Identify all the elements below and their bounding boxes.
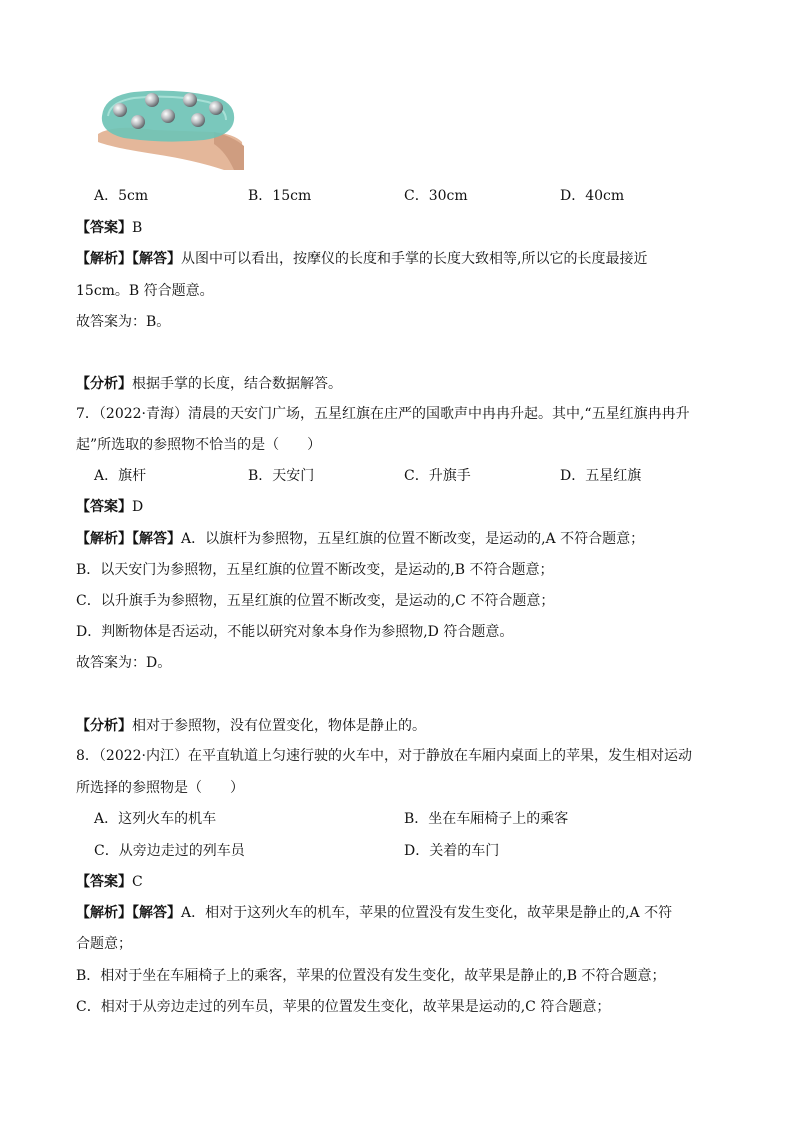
option-text: 旗杆 xyxy=(118,468,147,484)
option-letter: D． xyxy=(560,188,586,204)
q8-explanation-line3: B．相对于坐在车厢椅子上的乘客，苹果的位置没有发生变化，故苹果是静止的,B 不符合题意； xyxy=(76,968,666,984)
option-text: 30cm xyxy=(428,188,468,204)
q8-stem-line1: 8．（2022·内江）在平直轨道上匀速行驶的火车中，对于静放在车厢内桌面上的苹果，发生相对运动 xyxy=(76,748,692,764)
explain-text: A．相对于这列火车的机车，苹果的位置没有发生变化，故苹果是静止的,A 不符 xyxy=(181,905,673,921)
option-letter: A． xyxy=(94,811,119,827)
solution-tag: 【解答】 xyxy=(132,531,181,547)
option-text: 五星红旗 xyxy=(585,468,642,484)
answer-tag: 【答案】 xyxy=(76,874,132,890)
option-letter: D． xyxy=(404,843,430,859)
analysis-tag: 【解析】 xyxy=(76,905,132,921)
q6-explanation-line2: 15cm。B 符合题意。 xyxy=(76,283,214,299)
q8-option-a xyxy=(94,809,216,829)
option-text: 15cm xyxy=(272,188,312,204)
q7-fenxi xyxy=(76,716,426,736)
q6-fenxi xyxy=(76,374,342,394)
option-text: 从旁边走过的列车员 xyxy=(118,843,245,859)
option-letter: B． xyxy=(404,811,429,827)
q7-option-b xyxy=(248,466,314,486)
q8-option-b xyxy=(404,809,568,829)
q8-option-d xyxy=(404,841,499,861)
option-text: 40cm xyxy=(585,188,625,204)
q7-explanation-line1 xyxy=(76,529,644,549)
q7-conclusion: 故答案为：D。 xyxy=(76,655,172,671)
fenxi-text: 根据手掌的长度，结合数据解答。 xyxy=(132,376,342,392)
massager-hand-illustration xyxy=(94,86,244,170)
solution-tag: 【解答】 xyxy=(132,905,181,921)
q7-option-c xyxy=(404,466,471,486)
answer-value: C xyxy=(132,874,143,890)
q7-stem-line1: 7．（2022·青海）清晨的天安门广场，五星红旗在庄严的国歌声中冉冉升起。其中,“五星红旗冉冉升 xyxy=(76,406,690,422)
q8-answer xyxy=(76,872,143,892)
q6-option-c xyxy=(404,186,468,206)
answer-tag: 【答案】 xyxy=(76,499,132,515)
answer-tag: 【答案】 xyxy=(76,220,132,236)
analysis-tag: 【解析】 xyxy=(76,251,132,267)
q6-option-b xyxy=(248,186,311,206)
q7-option-d xyxy=(560,466,641,486)
q8-stem-line2: 所选择的参照物是（ ） xyxy=(76,780,244,796)
q6-option-a xyxy=(94,186,148,206)
q8-explanation-line2: 合题意； xyxy=(76,936,132,952)
answer-value: B xyxy=(132,220,143,236)
option-letter: C． xyxy=(404,188,429,204)
analysis-tag: 【解析】 xyxy=(76,531,132,547)
q8-explanation-line1 xyxy=(76,903,672,923)
q8-explanation-line4: C．相对于从旁边走过的列车员，苹果的位置发生变化，故苹果是运动的,C 符合题意； xyxy=(76,999,611,1015)
option-text: 5cm xyxy=(118,188,149,204)
option-letter: D． xyxy=(560,468,586,484)
option-text: 天安门 xyxy=(272,468,315,484)
q6-option-d xyxy=(560,186,624,206)
option-letter: A． xyxy=(94,188,119,204)
q7-explanation-line2: B．以天安门为参照物，五星红旗的位置不断改变，是运动的,B 不符合题意； xyxy=(76,562,554,578)
q7-option-a xyxy=(94,466,146,486)
q8-option-c xyxy=(94,841,245,861)
q7-stem-line2: 起”所选取的参照物不恰当的是（ ） xyxy=(76,437,322,453)
fenxi-tag: 【分析】 xyxy=(76,718,132,734)
option-letter: A． xyxy=(94,468,119,484)
option-letter: B． xyxy=(248,468,273,484)
explain-text: A．以旗杆为参照物，五星红旗的位置不断改变，是运动的,A 不符合题意； xyxy=(181,531,645,547)
option-text: 升旗手 xyxy=(428,468,471,484)
answer-value: D xyxy=(132,499,144,515)
q7-explanation-line3: C．以升旗手为参照物，五星红旗的位置不断改变，是运动的,C 不符合题意； xyxy=(76,593,555,609)
option-text: 关着的车门 xyxy=(429,843,500,859)
solution-tag: 【解答】 xyxy=(132,251,181,267)
fenxi-text: 相对于参照物，没有位置变化，物体是静止的。 xyxy=(132,718,426,734)
option-letter: C． xyxy=(94,843,119,859)
explain-text: 从图中可以看出，按摩仪的长度和手掌的长度大致相等,所以它的长度最接近 xyxy=(181,251,648,267)
option-letter: B． xyxy=(248,188,273,204)
fenxi-tag: 【分析】 xyxy=(76,376,132,392)
q6-explanation-line1 xyxy=(76,249,647,269)
option-text: 这列火车的机车 xyxy=(118,811,217,827)
q6-conclusion: 故答案为：B。 xyxy=(76,314,171,330)
option-text: 坐在车厢椅子上的乘客 xyxy=(428,811,569,827)
q6-answer xyxy=(76,218,142,238)
q7-answer xyxy=(76,497,143,517)
q7-explanation-line4: D．判断物体是否运动，不能以研究对象本身作为参照物,D 符合题意。 xyxy=(76,624,514,640)
option-letter: C． xyxy=(404,468,429,484)
